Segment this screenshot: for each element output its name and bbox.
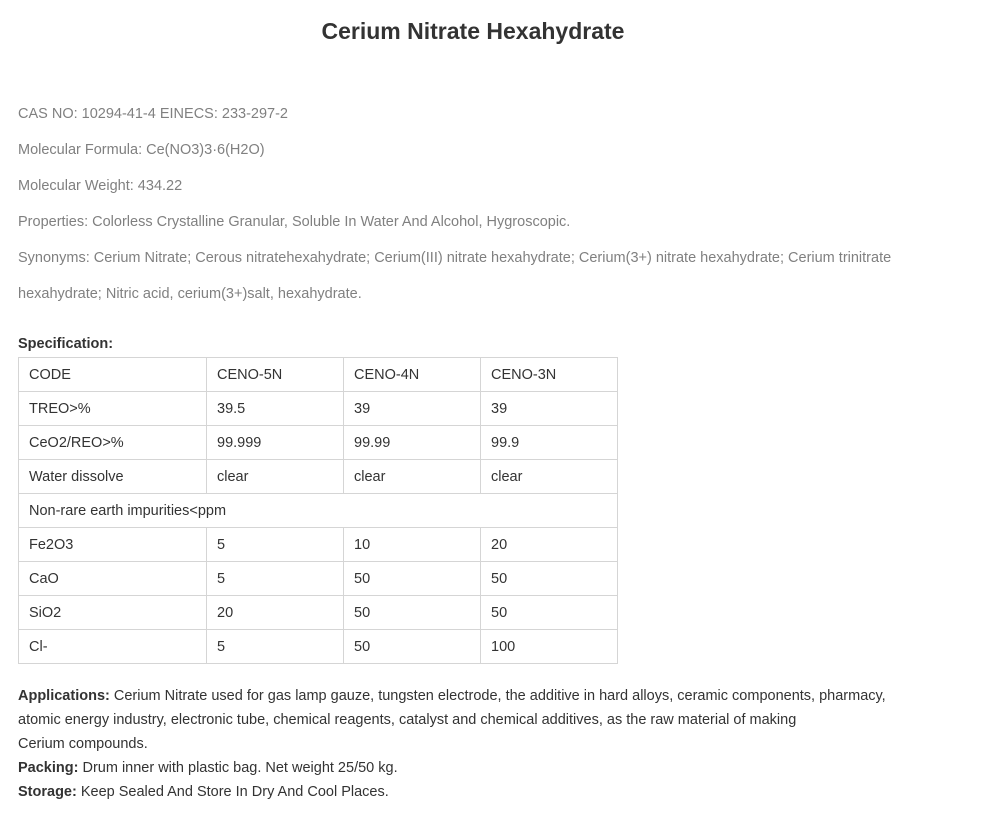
table-cell: 50 (481, 596, 618, 630)
table-cell: 99.9 (481, 426, 618, 460)
table-row (19, 392, 618, 426)
table-cell: 99.999 (207, 426, 344, 460)
table-row (19, 528, 618, 562)
properties-text: Properties: Colorless Crystalline Granular, Soluble In Water And Alcohol, Hygroscopic. (18, 214, 571, 230)
table-cell: 50 (481, 562, 618, 596)
page-title: Cerium Nitrate Hexahydrate (321, 18, 625, 44)
table-cell: TREO>% (19, 392, 207, 426)
table-cell: clear (481, 460, 618, 494)
table-cell: CeO2/REO>% (19, 426, 207, 460)
table-cell: CODE (19, 358, 207, 392)
specification-heading: Specification: (18, 336, 114, 352)
table-cell: 20 (207, 596, 344, 630)
packing-paragraph (18, 756, 953, 780)
cas-number: CAS NO: 10294-41-4 EINECS: 233-297-2 (18, 106, 288, 122)
table-cell: 5 (207, 630, 344, 664)
table-cell: 10 (344, 528, 481, 562)
table-cell: CENO-4N (344, 358, 481, 392)
applications-paragraph (18, 684, 953, 756)
table-row (19, 562, 618, 596)
table-cell: Fe2O3 (19, 528, 207, 562)
table-cell: 39.5 (207, 392, 344, 426)
table-row (19, 494, 618, 528)
table-cell: 50 (344, 630, 481, 664)
table-cell: 50 (344, 596, 481, 630)
table-cell: SiO2 (19, 596, 207, 630)
table-cell: clear (344, 460, 481, 494)
applications-text-line-2: atomic energy industry, electronic tube, chemical reagents, catalyst and chemical additives, as the raw material of making (18, 712, 797, 728)
table-cell: Water dissolve (19, 460, 207, 494)
table-cell: 39 (481, 392, 618, 426)
table-cell: 39 (344, 392, 481, 426)
table-cell: 5 (207, 562, 344, 596)
applications-label: Applications: (18, 688, 110, 704)
table-cell: 100 (481, 630, 618, 664)
applications-text-line-1: Cerium Nitrate used for gas lamp gauze, tungsten electrode, the additive in hard alloys, ceramic components, pharmacy, (109, 688, 886, 704)
synonyms-text (18, 240, 968, 312)
table-cell: 50 (344, 562, 481, 596)
table-section-cell: Non-rare earth impurities<ppm (19, 494, 618, 528)
table-cell: CaO (19, 562, 207, 596)
table-row (19, 358, 618, 392)
synonyms-line-1: Synonyms: Cerium Nitrate; Cerous nitratehexahydrate; Cerium(III) nitrate hexahydrate; Cerium(3+) nitrate hexahydrate; Cerium trinitrate (18, 250, 892, 266)
packing-label: Packing: (18, 760, 79, 776)
molecular-formula: Molecular Formula: Ce(NO3)3·6(H2O) (18, 142, 265, 158)
table-row (19, 460, 618, 494)
table-row (19, 426, 618, 460)
table-cell: Cl- (19, 630, 207, 664)
storage-paragraph (18, 780, 953, 804)
applications-text-line-3: Cerium compounds. (18, 736, 148, 752)
molecular-weight: Molecular Weight: 434.22 (18, 178, 183, 194)
table-cell: 20 (481, 528, 618, 562)
storage-label: Storage: (18, 784, 77, 800)
storage-text: Keep Sealed And Store In Dry And Cool Places. (76, 784, 389, 800)
product-details (18, 684, 953, 804)
table-cell: CENO-3N (481, 358, 618, 392)
table-cell: 5 (207, 528, 344, 562)
specification-table (18, 357, 618, 664)
table-cell: 99.99 (344, 426, 481, 460)
table-row (19, 630, 618, 664)
table-cell: clear (207, 460, 344, 494)
product-properties (18, 96, 968, 312)
synonyms-line-2: hexahydrate; Nitric acid, cerium(3+)salt, hexahydrate. (18, 286, 362, 302)
table-cell: CENO-5N (207, 358, 344, 392)
table-row (19, 596, 618, 630)
packing-text: Drum inner with plastic bag. Net weight 25/50 kg. (78, 760, 398, 776)
